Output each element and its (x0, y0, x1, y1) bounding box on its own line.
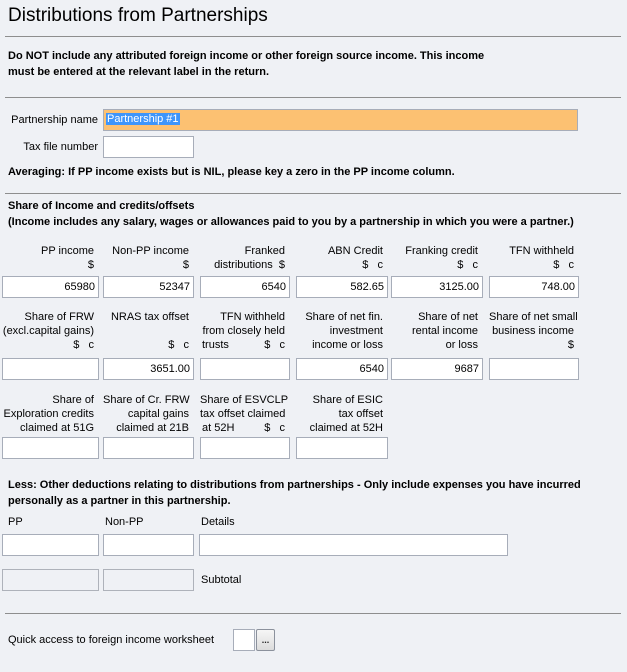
deduction-details-input[interactable] (199, 534, 508, 556)
share-row2-inputs (2, 358, 579, 380)
deductions-heading-line-2: personally as a partner in this partnership. (8, 495, 231, 507)
share-row1-inputs (2, 276, 579, 298)
net-small-business-header: Share of net small business income $ (489, 311, 578, 351)
share-row3-inputs (2, 437, 388, 459)
subtotal-label: Subtotal (201, 574, 242, 586)
share-row2-headers (2, 310, 579, 352)
share-section-subheading: (Income includes any salary, wages or allowances paid to you by a partnership in which you were a partner.) (8, 216, 574, 228)
tfn-withheld-closely-held-header: TFN withheld from closely held trusts $ c (202, 311, 285, 351)
quick-access-label: Quick access to foreign income worksheet (8, 634, 215, 646)
esic-tax-offset-input[interactable] (296, 437, 388, 459)
nras-tax-offset-header: NRAS tax offset $ c (110, 311, 189, 351)
esic-tax-offset-header: Share of ESIC tax offset claimed at 52H (309, 394, 383, 434)
cr-frw-capital-gains-input[interactable] (103, 437, 194, 459)
foreign-income-notice (8, 48, 484, 80)
non-pp-income-header: Non-PP income $ (112, 245, 189, 271)
deductions-heading-line-1: Less: Other deductions relating to distributions from partnerships - Only include expenses you have incurred (8, 479, 581, 491)
foreign-income-worksheet-field[interactable] (233, 629, 255, 651)
share-frw-header: Share of FRW (excl.capital gains) $ c (2, 311, 94, 351)
deduction-inputs (2, 534, 508, 556)
franking-credit-header: Franking credit $ c (405, 245, 478, 271)
net-fin-investment-input[interactable] (296, 358, 388, 380)
exploration-credits-header: Share of Exploration credits claimed at 51G (3, 394, 94, 434)
divider (5, 97, 621, 98)
notice-line-2: must be entered at the relevant label in the return. (8, 66, 270, 78)
deduction-pp-label: PP (8, 516, 23, 528)
franked-distributions-input[interactable] (200, 276, 290, 298)
net-fin-investment-header: Share of net fin. investment income or loss (305, 311, 383, 351)
averaging-note: Averaging: If PP income exists but is NIL, please key a zero in the PP income column. (8, 166, 455, 178)
notice-line-1: Do NOT include any attributed foreign income or other foreign source income. This income (8, 50, 485, 62)
net-rental-header: Share of net rental income or loss (411, 311, 478, 351)
pp-income-input[interactable] (2, 276, 99, 298)
deduction-details-label: Details (201, 516, 235, 528)
subtotal-nonpp-field (103, 569, 194, 591)
divider (5, 193, 621, 194)
tax-file-number-label: Tax file number (23, 141, 98, 153)
abn-credit-input[interactable] (296, 276, 388, 298)
net-rental-input[interactable] (391, 358, 483, 380)
esvclp-tax-offset-header: Share of ESVCLP tax offset claimed at 52H $ c (200, 394, 289, 434)
franked-distributions-header: Franked distributions $ (214, 245, 285, 271)
subtotal-pp-field (2, 569, 99, 591)
non-pp-income-input[interactable] (103, 276, 194, 298)
tfn-withheld-input[interactable] (489, 276, 579, 298)
tfn-withheld-header: TFN withheld $ c (509, 245, 574, 271)
partnership-name-label: Partnership name (11, 114, 98, 126)
share-frw-input[interactable] (2, 358, 99, 380)
net-small-business-input[interactable] (489, 358, 579, 380)
foreign-income-worksheet-button[interactable]: ... (256, 629, 275, 651)
tax-file-number-input[interactable] (103, 136, 194, 158)
deductions-heading (8, 477, 581, 509)
pp-income-header: PP income $ (41, 245, 94, 271)
franking-credit-input[interactable] (391, 276, 483, 298)
subtotal-row (2, 569, 241, 591)
page-title: Distributions from Partnerships (8, 5, 268, 26)
selected-text: Partnership #1 (107, 113, 179, 125)
deduction-nonpp-input[interactable] (103, 534, 194, 556)
share-section-heading: Share of Income and credits/offsets (8, 200, 195, 212)
deduction-pp-input[interactable] (2, 534, 99, 556)
abn-credit-header: ABN Credit $ c (327, 245, 383, 271)
deduction-nonpp-label: Non-PP (105, 516, 144, 528)
divider (5, 36, 621, 37)
partnership-name-input[interactable] (103, 109, 578, 131)
exploration-credits-input[interactable] (2, 437, 99, 459)
nras-tax-offset-input[interactable] (103, 358, 194, 380)
cr-frw-capital-gains-header: Share of Cr. FRW capital gains claimed at 21B (103, 394, 190, 434)
tfn-withheld-closely-held-input[interactable] (200, 358, 290, 380)
share-row1-headers (2, 244, 579, 272)
share-row3-headers (2, 393, 388, 435)
divider (5, 613, 621, 614)
esvclp-tax-offset-input[interactable] (200, 437, 290, 459)
